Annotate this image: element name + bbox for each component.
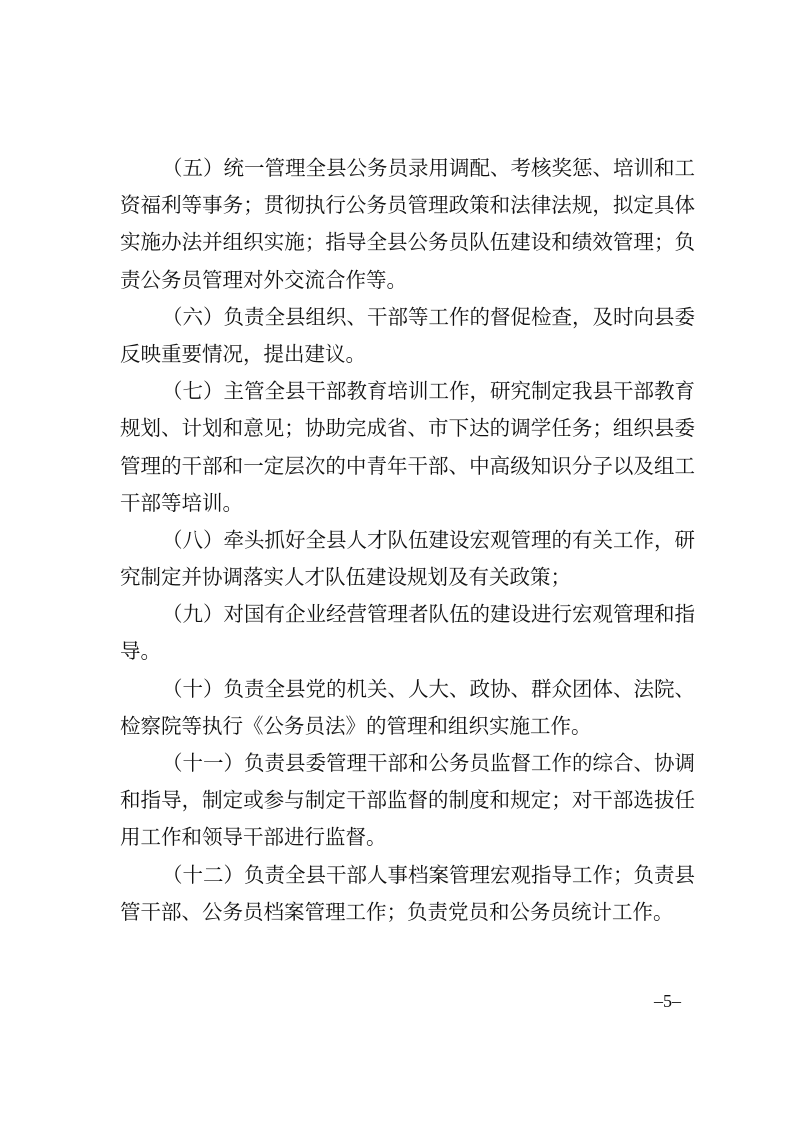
paragraph-line: 检察院等执行《公务员法》的管理和组织实施工作。 bbox=[120, 713, 592, 738]
paragraph-11 bbox=[120, 745, 695, 857]
paragraph-line: （十一）负责县委管理干部和公务员监督工作的综合、协调 bbox=[162, 751, 695, 775]
paragraph-line: 管理的干部和一定层次的中青年干部、中高级知识分子以及组工 bbox=[120, 453, 695, 478]
paragraph-line: 责公务员管理对外交流合作等。 bbox=[120, 267, 407, 292]
paragraph-line: 用工作和领导干部进行监督。 bbox=[120, 825, 387, 850]
paragraph-line: （九）对国有企业经营管理者队伍的建设进行宏观管理和指 bbox=[162, 602, 695, 627]
paragraph-10 bbox=[120, 671, 695, 745]
page-number: –5– bbox=[654, 991, 681, 1011]
paragraph-line: 导。 bbox=[120, 639, 161, 664]
paragraph-line: （六）负责全县组织、干部等工作的督促检查，及时向县委 bbox=[162, 304, 695, 329]
paragraph-7 bbox=[120, 373, 695, 522]
paragraph-line: （七）主管全县干部教育培训工作，研究制定我县干部教育 bbox=[162, 379, 695, 404]
document-body bbox=[120, 150, 695, 931]
paragraph-line: 反映重要情况，提出建议。 bbox=[120, 341, 366, 366]
paragraph-line: 管干部、公务员档案管理工作；负责党员和公务员统计工作。 bbox=[120, 899, 674, 924]
paragraph-line: （五）统一管理全县公务员录用调配、考核奖惩、培训和工 bbox=[162, 156, 695, 180]
paragraph-line: 和指导，制定或参与制定干部监督的制度和规定；对干部选拔任 bbox=[120, 788, 695, 813]
paragraph-8 bbox=[120, 522, 695, 596]
paragraph-line: 究制定并协调落实人才队伍建设规划及有关政策； bbox=[120, 565, 571, 590]
paragraph-line: （十二）负责全县干部人事档案管理宏观指导工作；负责县 bbox=[162, 862, 695, 887]
paragraph-9 bbox=[120, 596, 695, 670]
paragraph-line: （十）负责全县党的机关、人大、政协、群众团体、法院、 bbox=[162, 676, 695, 701]
paragraph-12 bbox=[120, 857, 695, 931]
paragraph-5 bbox=[120, 150, 695, 299]
paragraph-line: 实施办法并组织实施；指导全县公务员队伍建设和绩效管理；负 bbox=[120, 230, 695, 255]
paragraph-line: 资福利等事务；贯彻执行公务员管理政策和法律法规，拟定具体 bbox=[120, 193, 695, 218]
paragraph-line: 干部等培训。 bbox=[120, 490, 243, 515]
paragraph-6 bbox=[120, 299, 695, 373]
paragraph-line: （八）牵头抓好全县人才队伍建设宏观管理的有关工作，研 bbox=[162, 527, 695, 552]
paragraph-line: 规划、计划和意见；协助完成省、市下达的调学任务；组织县委 bbox=[120, 416, 695, 441]
